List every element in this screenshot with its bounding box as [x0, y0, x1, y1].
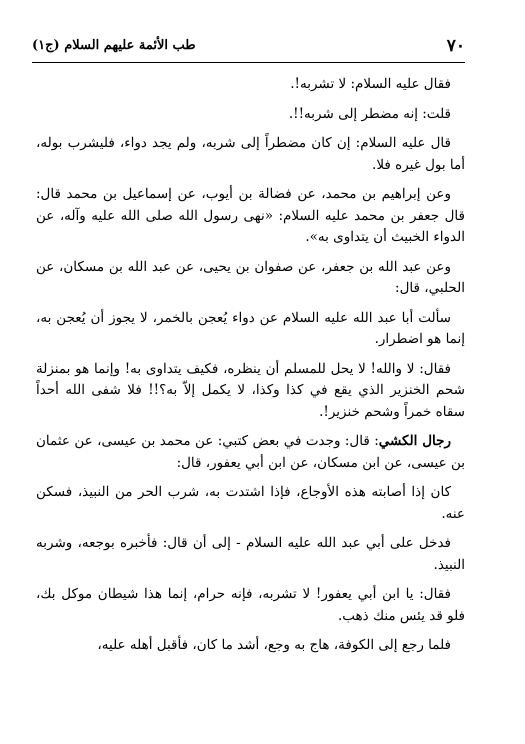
page-number: ٧٠ — [446, 36, 465, 56]
paragraph: وعن عبد الله بن جعفر، عن صفوان بن يحيى، عن عبد الله بن مسكان، عن الحلبي، قال: — [36, 258, 465, 296]
source-title: رجال الكشي — [378, 433, 451, 449]
paragraph: سألت أبا عبد الله عليه السلام عن دواء يُعجن بالخمر، لا يجوز أن يُعجن به، إنما هو اضطرار. — [36, 309, 465, 347]
paragraph-text: : قال: وجدت في بعض كتبي: عن محمد بن عيسى، عن عثمان بن عيسى، عن ابن مسكان، عن ابن أبي يعفور، قال: — [36, 433, 465, 471]
running-title: طب الأئمة عليهم السلام (ج١) — [32, 38, 196, 53]
paragraph: فقال: لا والله! لا يحل للمسلم أن ينظره، فكيف يتداوى به! وإنما هو بمنزلة شحم الخنزير الذي يقع في كذا وكذا، لا يكمل إلاّ به؟!! فلا شفى الله أحداً سقاه خمراً وشحم خنزير!. — [36, 360, 465, 420]
main-text — [36, 74, 465, 665]
paragraph: كان إذا أصابته هذه الأوجاع، فإذا اشتدت به، شرب الحر من النبيذ، فسكن عنه. — [36, 484, 465, 522]
page-header — [32, 36, 465, 58]
paragraph: فدخل على أبي عبد الله عليه السلام - إلى أن قال: فأخبره بوجعه، وشربه النبيذ. — [36, 535, 465, 573]
paragraph: فقال عليه السلام: لا تشربه!. — [290, 76, 451, 92]
paragraph: وعن إبراهيم بن محمد، عن فضالة بن أيوب، عن إسماعيل بن محمد قال: قال جعفر بن محمد عليه السلام: «نهى رسول الله صلى الله عليه وآله، عن الدواء الخبيث أن يتداوى به». — [36, 186, 465, 245]
paragraph: قال عليه السلام: إن كان مضطراً إلى شربه، ولم يجد دواء، فليشرب بوله، أما بول غيره فلا. — [36, 135, 465, 173]
paragraph — [36, 431, 465, 474]
header-divider — [32, 62, 465, 63]
paragraph: فقال: يا ابن أبي يعفور! لا تشربه، فإنه حرام، إنما هذا شيطان موكل بك، فلو قد يئس منك ذهب. — [36, 586, 465, 624]
paragraph: قلت: إنه مضطر إلى شربه!!. — [288, 105, 451, 122]
paragraph: فلما رجع إلى الكوفة، هاج به وجع، أشد ما كان، فأقبل أهله عليه، — [97, 637, 451, 653]
